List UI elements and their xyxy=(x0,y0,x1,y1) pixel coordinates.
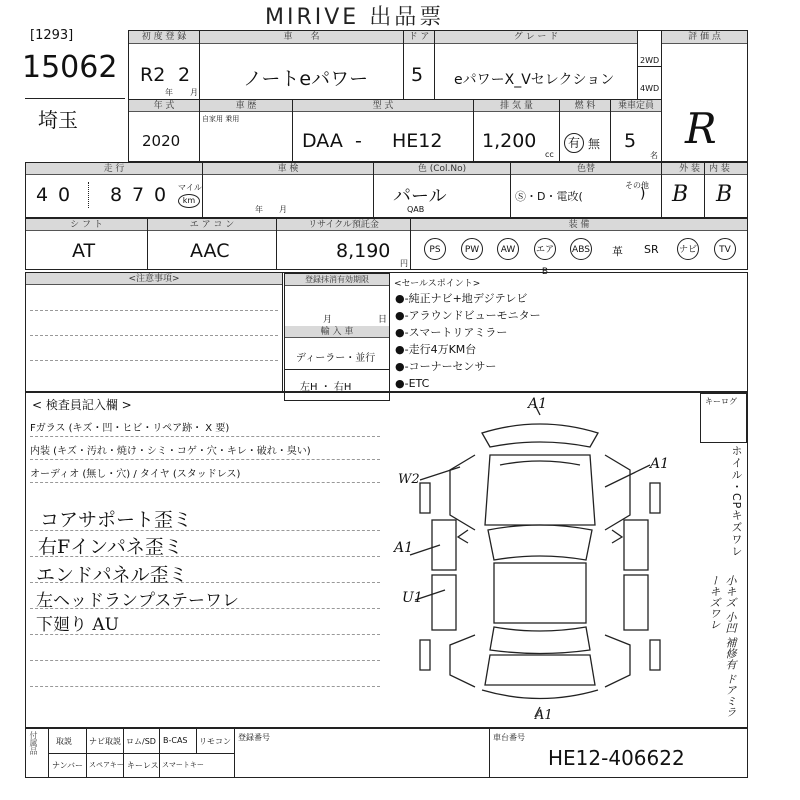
fuel-yes: 有 xyxy=(564,133,584,153)
inspector-glass: Fガラス (キズ・凹・ヒビ・リペア跡・ X 要) xyxy=(30,423,230,434)
mark-top: A1 xyxy=(528,396,548,412)
history-note: 自家用 乗用 xyxy=(202,115,240,123)
import-dealer: ディーラー・並行 xyxy=(296,353,376,364)
footer-item-manual: 取説 xyxy=(56,737,72,746)
header-rating: 評 価 点 xyxy=(662,31,747,44)
header-model: 型 式 xyxy=(293,100,473,112)
header-displacement: 排 気 量 xyxy=(474,100,559,112)
inspector-title: < 検査員記入欄 > xyxy=(32,398,132,412)
first-reg-month: 2 xyxy=(178,64,191,86)
header-recycle: リサイクル預託金 xyxy=(277,219,410,231)
page-title: MIRIVE 出品票 xyxy=(265,5,445,30)
mileage-digit-2: 0 xyxy=(58,184,71,206)
sale-point-2: ●-アラウンドビューモニター xyxy=(395,309,541,322)
fuel-no: 無 xyxy=(588,137,601,151)
displacement-unit: cc xyxy=(545,150,554,159)
mileage-digit-1: 4 xyxy=(36,184,49,206)
color-options: Ⓢ・D・電改( xyxy=(515,190,583,203)
recycle-amount: 8,190 xyxy=(336,240,391,262)
model-prefix: DAA xyxy=(302,130,343,152)
header-seats: 乗車定員 xyxy=(611,100,661,112)
exterior-grade: B xyxy=(672,182,689,207)
header-shaken: 車 検 xyxy=(203,163,373,175)
inspector-interior: 内装 (キズ・汚れ・焼け・シミ・コゲ・穴・キレ・破れ・臭い) xyxy=(30,446,311,457)
recycle-unit: 円 xyxy=(400,259,408,268)
header-doors: ド ア xyxy=(404,31,434,44)
seats-unit: 名 xyxy=(650,151,658,160)
header-mileage: 走 行 xyxy=(26,163,202,175)
mileage-unit-km: km xyxy=(178,194,200,208)
import-handle: 左H ・ 右H xyxy=(300,382,352,393)
color-code: QAB xyxy=(407,205,425,214)
footer-item-smart-key: スマートキー xyxy=(162,761,204,769)
sale-point-1: ●-純正ナビ+地デジテレビ xyxy=(395,292,528,305)
shaken-unit: 年 月 xyxy=(255,205,287,214)
comment-5: 下廻り AU xyxy=(36,615,120,635)
footer-item-remote: リモコン xyxy=(199,737,231,746)
footer-item-rom: ロム/SD xyxy=(126,737,156,746)
header-history: 車 歴 xyxy=(200,100,292,112)
header-grade: グ レ ー ド xyxy=(435,31,637,44)
footer-item-plate: ナンバー xyxy=(52,761,84,770)
sale-points-label: <セールスポイント> xyxy=(394,279,481,289)
grade: eパワーX_Vセレクション xyxy=(454,72,615,88)
car-name: ノートeパワー xyxy=(243,68,369,90)
shift: AT xyxy=(72,240,96,262)
chassis-number: HE12-406622 xyxy=(548,746,685,770)
drive-4wd: 4WD xyxy=(640,84,660,93)
sale-point-3: ●-スマートリアミラー xyxy=(395,326,508,339)
sale-point-5: ●-コーナーセンサー xyxy=(395,360,497,373)
mark-w2: W2 xyxy=(398,472,420,487)
mileage-unit-mile: マイル xyxy=(178,183,202,192)
equip-aw: AW xyxy=(497,238,519,260)
first-reg-era: R2 xyxy=(140,64,166,86)
plate-expiry-day: 日 xyxy=(378,315,388,325)
mark-bottom: A1 xyxy=(535,708,553,723)
interior-grade: B xyxy=(716,182,733,207)
header-fuel: 燃 料 xyxy=(560,100,610,112)
equip-airbag: エアB xyxy=(534,238,556,260)
sale-point-6: ●-ETC xyxy=(395,377,430,390)
mark-right: A1 xyxy=(650,456,670,472)
region: 埼玉 xyxy=(38,108,78,132)
side-note-mirror: 小キズ 小凹 補修有 ドアミラーキズワレ xyxy=(708,575,737,718)
drive-2wd: 2WD xyxy=(640,56,660,65)
lot-number: 15062 xyxy=(22,50,118,85)
color-name: パール xyxy=(393,186,447,207)
chassis-label: 車台番号 xyxy=(493,733,525,742)
inspector-audio: オーディオ (無し・穴) / タイヤ (スタッドレス) xyxy=(30,469,241,480)
footer-item-spare-key: スペアキー xyxy=(89,761,124,769)
mileage-digit-4: 7 xyxy=(132,184,145,206)
lot-ref: [1293] xyxy=(30,28,74,43)
first-reg-month-unit: 月 xyxy=(190,88,198,97)
equip-leather: 革 xyxy=(612,245,623,258)
plate-expiry-month: 月 xyxy=(323,315,333,325)
comment-1: コアサポート歪ミ xyxy=(40,509,193,531)
footer-side-label: 付属品 xyxy=(29,731,38,755)
header-color: 色 (Col.No) xyxy=(374,163,510,175)
equip-sunroof: SR xyxy=(644,243,659,256)
footer-item-bcas: B-CAS xyxy=(163,736,188,745)
first-reg-year-unit: 年 xyxy=(165,88,173,97)
header-plate-expiry: 登録抹消有効期限 xyxy=(285,274,389,286)
header-first-reg: 初 度 登 録 xyxy=(129,31,199,44)
equip-tv: TV xyxy=(714,238,736,260)
equip-navi: ナビ xyxy=(677,238,699,260)
footer-item-navi-manual: ナビ取説 xyxy=(89,737,121,746)
doors: 5 xyxy=(411,64,424,86)
side-note-wheel: ホイル・CPキズワレ xyxy=(730,445,743,558)
aircon: AAC xyxy=(190,240,230,262)
footer-item-keyless: キーレス xyxy=(127,761,159,770)
model-code: HE12 xyxy=(392,130,443,152)
equip-pw: PW xyxy=(461,238,483,260)
color-close-paren: ) xyxy=(640,186,646,202)
header-notes: <注意事項> xyxy=(26,273,282,285)
header-car-name: 車 名 xyxy=(200,31,403,44)
comment-2: 右Fインパネ歪ミ xyxy=(38,536,183,558)
comment-4: 左ヘッドランプステーワレ xyxy=(36,591,239,611)
mileage-digit-3: 8 xyxy=(110,184,123,206)
mark-left-a1: A1 xyxy=(394,540,414,556)
rating: R xyxy=(685,104,717,153)
year: 2020 xyxy=(142,132,181,150)
reg-number-label: 登録番号 xyxy=(238,733,270,742)
header-year: 年 式 xyxy=(129,100,199,112)
color-other: その他 xyxy=(625,181,649,190)
equip-abs: ABS xyxy=(570,238,592,260)
mark-u1: U1 xyxy=(402,590,423,606)
seats: 5 xyxy=(624,130,637,152)
comment-3: エンドパネル歪ミ xyxy=(36,564,188,586)
equip-ps: PS xyxy=(424,238,446,260)
header-int-ext: 外 装 内 装 xyxy=(662,163,747,175)
sale-point-4: ●-走行4万KM台 xyxy=(395,343,477,356)
header-equipment: 装 備 xyxy=(411,219,747,231)
keylog-label: キーログ xyxy=(705,397,737,406)
model-dash: - xyxy=(355,130,362,152)
header-aircon: エ ア コ ン xyxy=(148,219,276,231)
car-damage-diagram xyxy=(390,395,700,725)
displacement: 1,200 xyxy=(482,130,537,152)
header-shift: シ フ ト xyxy=(26,219,147,231)
header-import: 輸 入 車 xyxy=(285,326,389,338)
mileage-digit-5: 0 xyxy=(154,184,167,206)
header-color-change: 色替 xyxy=(511,163,661,175)
